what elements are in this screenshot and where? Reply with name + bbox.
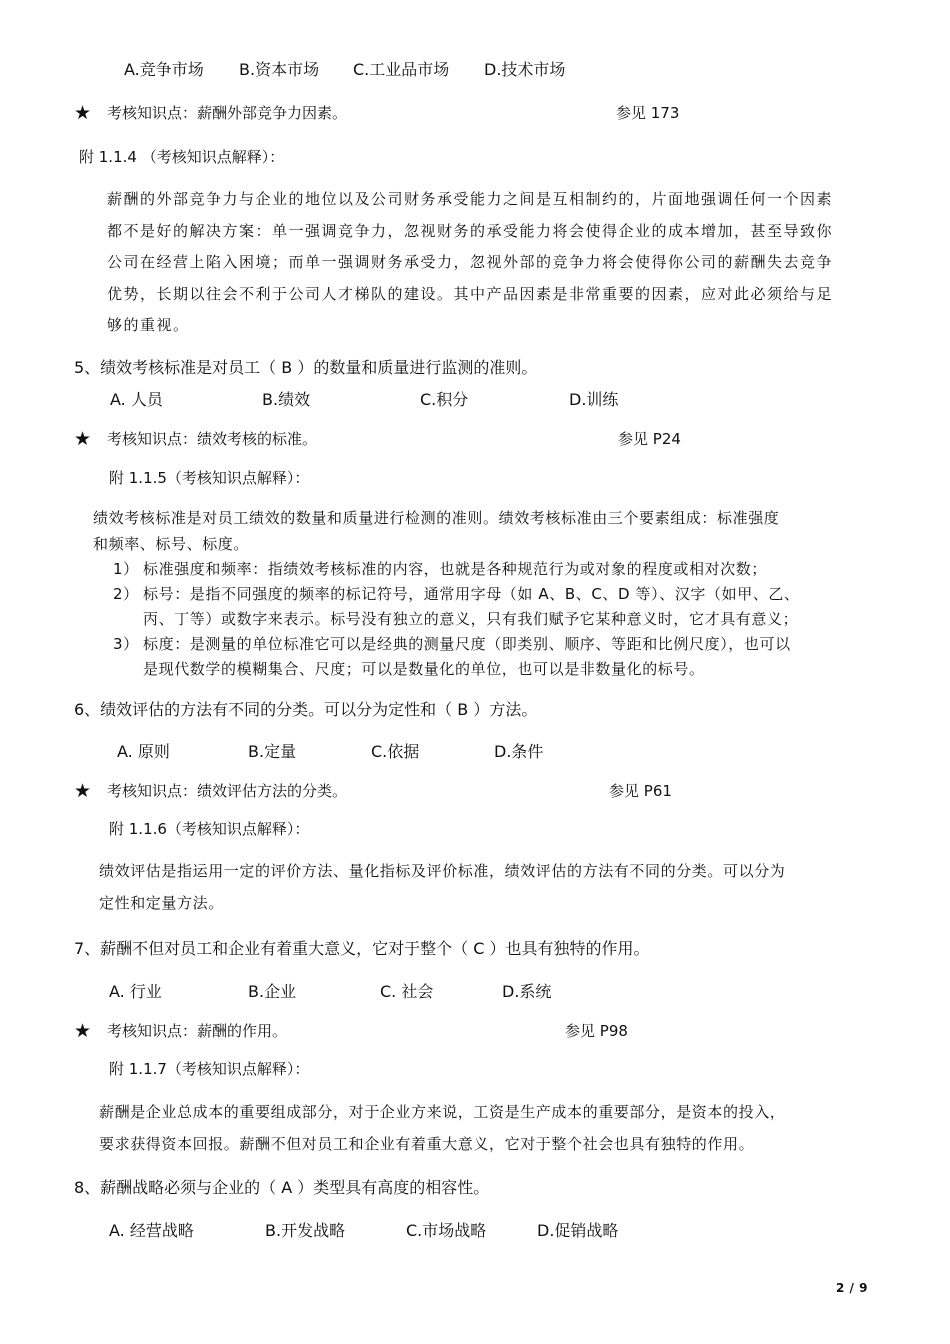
explain-4-line-4: 优势，长期以往会不利于公司人才梯队的建设。其中产品因素是非常重要的因素，应对此必须给与足 xyxy=(107,285,834,303)
appendix-note-5: 附 1.1.5（考核知识点解释）： xyxy=(109,469,310,487)
q5-option-a: A. 人员 xyxy=(110,390,163,409)
list-item-1-number: 1） xyxy=(113,560,139,578)
appendix-note-4: 附 1.1.4 （考核知识点解释）： xyxy=(79,148,285,166)
knowledge-point-4: 考核知识点：薪酬外部竞争力因素。 xyxy=(107,104,348,122)
q7-option-a: A. 行业 xyxy=(109,982,162,1001)
list-item-2-line-1: 标号：是指不同强度的频率的标记符号，通常用字母（如 A、B、C、D 等）、汉字（如甲、乙、 xyxy=(143,585,800,603)
explain-4-line-1: 薪酬的外部竞争力与企业的地位以及公司财务承受能力之间是互相制约的，片面地强调任何一个因素 xyxy=(107,190,834,208)
explain-4-line-3: 公司在经营上陷入困境；而单一强调财务承受力，忽视外部的竞争力将会使得你公司的薪酬失去竞争 xyxy=(107,253,834,271)
star-icon: ★ xyxy=(74,780,92,802)
star-icon: ★ xyxy=(74,102,92,124)
q6-option-b: B.定量 xyxy=(248,742,297,761)
explain-7-line-1: 薪酬是企业总成本的重要组成部分，对于企业方来说，工资是生产成本的重要部分，是资本的投入， xyxy=(99,1103,786,1121)
q7-option-b: B.企业 xyxy=(248,982,297,1001)
q5-option-c: C.积分 xyxy=(420,390,469,409)
q7-option-c: C. 社会 xyxy=(380,982,434,1001)
list-item-2-line-2: 丙、丁等）或数字来表示。标号没有独立的意义，只有我们赋予它某种意义时，它才具有意义； xyxy=(143,610,799,628)
explain-6-line-2: 定性和定量方法。 xyxy=(99,894,224,912)
list-item-3-line-1: 标度：是测量的单位标准它可以是经典的测量尺度（即类别、顺序、等距和比例尺度），也可以 xyxy=(143,635,791,653)
knowledge-point-7: 考核知识点：薪酬的作用。 xyxy=(107,1022,288,1040)
q6-option-c: C.依据 xyxy=(371,742,420,761)
q8-option-b: B.开发战略 xyxy=(265,1221,346,1240)
question-6: 6、绩效评估的方法有不同的分类。可以分为定性和（ B ）方法。 xyxy=(74,700,538,719)
q8-option-d: D.促销战略 xyxy=(537,1221,619,1240)
list-item-2-number: 2） xyxy=(113,585,139,603)
q8-option-a: A. 经营战略 xyxy=(109,1221,194,1240)
question-8: 8、薪酬战略必须与企业的（ A ）类型具有高度的相容性。 xyxy=(74,1178,490,1197)
explain-7-line-2: 要求获得资本回报。薪酬不但对员工和企业有着重大意义，它对于整个社会也具有独特的作用。 xyxy=(99,1135,755,1153)
page-number: 2 / 9 xyxy=(836,1281,868,1295)
explain-5-line-1: 绩效考核标准是对员工绩效的数量和质量进行检测的准则。绩效考核标准由三个要素组成：标准强度 xyxy=(93,509,780,527)
knowledge-point-6: 考核知识点：绩效评估方法的分类。 xyxy=(107,782,348,800)
list-item-3-number: 3） xyxy=(113,635,139,653)
knowledge-point-5: 考核知识点：绩效考核的标准。 xyxy=(107,430,318,448)
reference-4: 参见 173 xyxy=(616,104,680,122)
reference-6: 参见 P61 xyxy=(609,782,672,800)
list-item-1-line-1: 标准强度和频率：指绩效考核标准的内容，也就是各种规范行为或对象的程度或相对次数； xyxy=(143,560,768,578)
q6-option-a: A. 原则 xyxy=(117,742,170,761)
list-item-3-line-2: 是现代数学的模糊集合、尺度；可以是数量化的单位，也可以是非数量化的标号。 xyxy=(143,660,705,678)
appendix-note-7: 附 1.1.7（考核知识点解释）： xyxy=(109,1060,310,1078)
question-5: 5、绩效考核标准是对员工（ B ）的数量和质量进行监测的准则。 xyxy=(74,358,538,377)
explain-4-line-5: 够的重视。 xyxy=(107,316,190,334)
q5-option-d: D.训练 xyxy=(569,390,619,409)
top-option-a: A.竞争市场 xyxy=(124,60,204,79)
top-option-b: B.资本市场 xyxy=(239,60,320,79)
explain-5-line-2: 和频率、标号、标度。 xyxy=(93,535,250,553)
explain-4-line-2: 都不是好的解决方案：单一强调竞争力，忽视财务的承受能力将会使得企业的成本增加，甚至导致你 xyxy=(107,222,834,240)
top-option-d: D.技术市场 xyxy=(484,60,566,79)
reference-5: 参见 P24 xyxy=(618,430,681,448)
question-7: 7、薪酬不但对员工和企业有着重大意义，它对于整个（ C ）也具有独特的作用。 xyxy=(74,939,650,958)
q5-option-b: B.绩效 xyxy=(262,390,311,409)
explain-6-line-1: 绩效评估是指运用一定的评价方法、量化指标及评价标准，绩效评估的方法有不同的分类。可以分为 xyxy=(99,862,786,880)
appendix-note-6: 附 1.1.6（考核知识点解释）： xyxy=(109,820,310,838)
star-icon: ★ xyxy=(74,428,92,450)
star-icon: ★ xyxy=(74,1020,92,1042)
q7-option-d: D.系统 xyxy=(502,982,552,1001)
reference-7: 参见 P98 xyxy=(565,1022,628,1040)
q6-option-d: D.条件 xyxy=(494,742,544,761)
top-option-c: C.工业品市场 xyxy=(353,60,450,79)
q8-option-c: C.市场战略 xyxy=(406,1221,487,1240)
